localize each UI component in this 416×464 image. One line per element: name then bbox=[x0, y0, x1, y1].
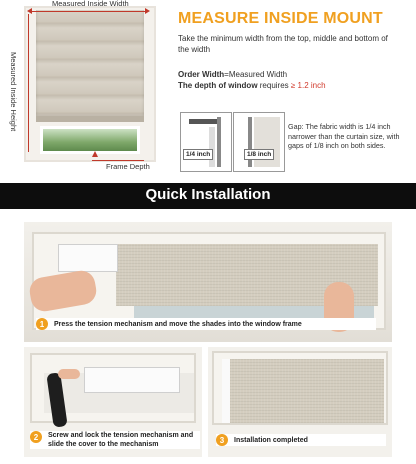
step-3-caption bbox=[216, 434, 386, 446]
arrow-right-icon bbox=[145, 8, 150, 14]
step-1-text: Press the tension mechanism and move the shades into the window frame bbox=[54, 320, 302, 328]
eighth-inch-tag: 1/8 inch bbox=[244, 149, 274, 160]
window-diagram bbox=[24, 6, 156, 162]
step-1-number: 1 bbox=[36, 318, 48, 330]
depth-requirement-line bbox=[178, 80, 398, 91]
frame-depth-label: Frame Depth bbox=[106, 162, 150, 171]
order-width-label: Order Width bbox=[178, 70, 225, 79]
step-1-caption bbox=[36, 318, 376, 330]
quarter-inch-tag: 1/4 inch bbox=[183, 149, 213, 160]
quick-install-title: Quick Installation bbox=[145, 186, 271, 203]
step-2-caption bbox=[30, 431, 200, 449]
arrow-up-icon bbox=[92, 151, 98, 157]
fabric-edge bbox=[209, 127, 215, 167]
depth-label: The depth of window bbox=[178, 81, 258, 90]
installed-shade bbox=[222, 359, 384, 423]
step-2-number: 2 bbox=[30, 431, 42, 443]
frame-edge bbox=[217, 117, 221, 167]
measured-height-label: Measured Inside Height bbox=[9, 52, 18, 132]
height-dimension-line bbox=[28, 14, 29, 152]
gap-illustration-right bbox=[233, 112, 285, 172]
depth-requires-text: requires bbox=[257, 81, 291, 90]
gap-note: Gap: The fabric width is 1/4 inch narrower than the curtain size, with gaps of 1/8 inch on both sides. bbox=[288, 122, 400, 150]
window-glass-illustration bbox=[40, 126, 140, 154]
tension-bracket bbox=[84, 367, 180, 393]
roman-shade-illustration bbox=[36, 10, 144, 118]
fingers bbox=[58, 369, 80, 379]
gap-illustration-left bbox=[180, 112, 232, 172]
depth-value: ≥ 1.2 inch bbox=[290, 81, 326, 90]
shade-hem bbox=[36, 116, 144, 122]
order-width-line bbox=[178, 69, 398, 80]
measure-description: Take the minimum width from the top, middle and bottom of the width bbox=[178, 34, 388, 54]
measured-width-label: Measured Inside Width bbox=[52, 0, 129, 8]
frame-side bbox=[222, 359, 230, 423]
depth-dimension-line bbox=[92, 160, 144, 161]
width-dimension-line bbox=[30, 11, 146, 12]
order-width-value: =Measured Width bbox=[224, 70, 288, 79]
measure-title: MEASURE INSIDE MOUNT bbox=[178, 10, 383, 27]
step-2-text: Screw and lock the tension mechanism and slide the cover to the mechanism bbox=[48, 432, 194, 448]
step-3-text: Installation completed bbox=[234, 436, 308, 444]
tension-bracket bbox=[58, 244, 118, 272]
step-3-number: 3 bbox=[216, 434, 228, 446]
